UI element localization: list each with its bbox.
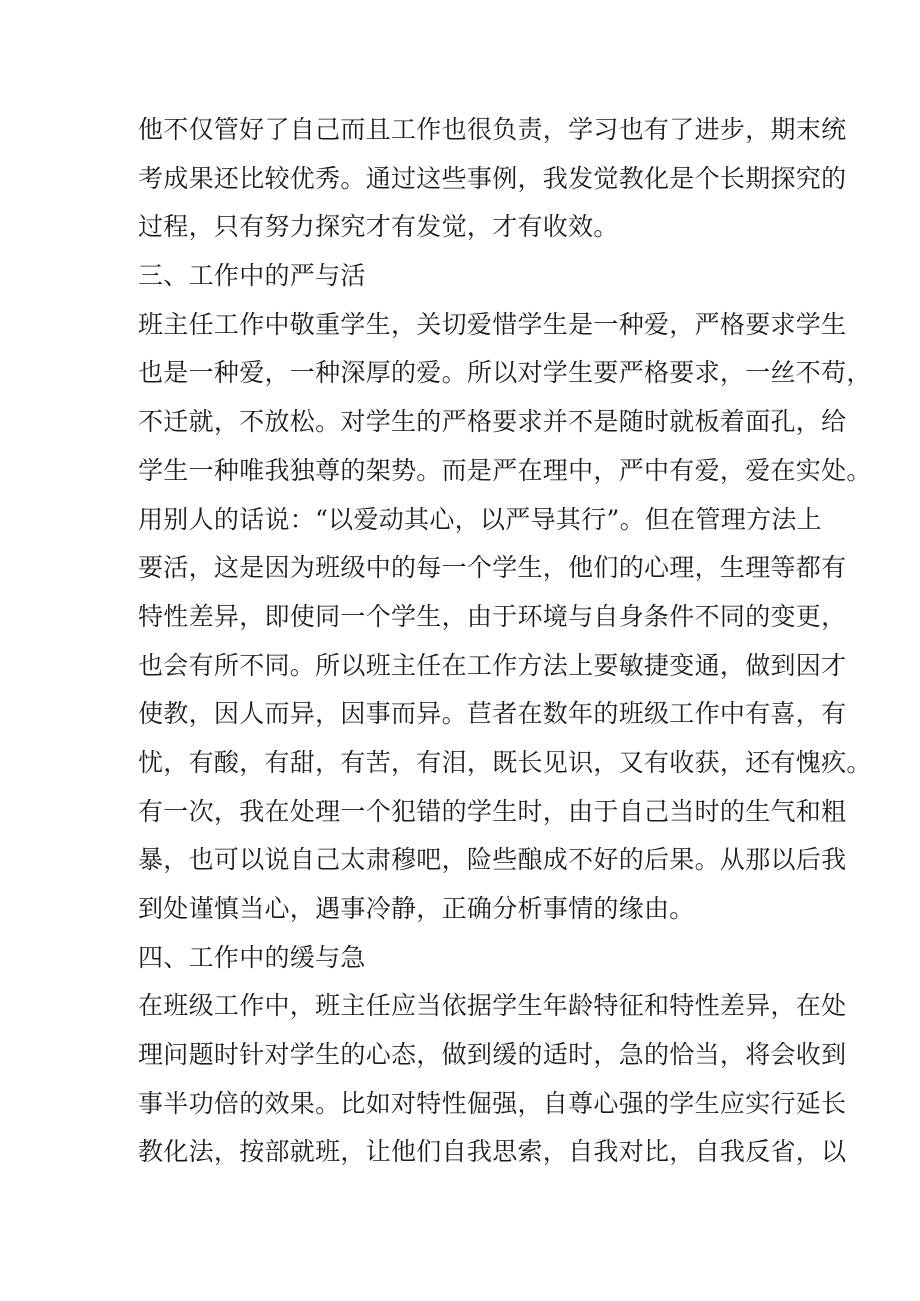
text-line: 忧，有酸，有甜，有苦，有泪，既长见识，又有收获，还有愧疚。 [138,747,872,777]
text-line: 有一次，我在处理一个犯错的学生时，由于自己当时的生气和粗 [138,796,847,826]
text-line: 过程，只有努力探究才有发觉，才有收效。 [138,212,619,242]
text-line: 班主任工作中敬重学生，关切爱惜学生是一种爱，严格要求学生 [138,309,847,339]
text-line: 也会有所不同。所以班主任在工作方法上要敏捷变通，做到因才 [138,650,847,680]
text-line: 用别人的话说：“以爱动其心，以严导其行”。但在管理方法上 [138,504,822,534]
text-line: 暴，也可以说自己太肃穆吧，险些酿成不好的后果。从那以后我 [138,845,847,875]
text-line: 教化法，按部就班，让他们自我思索，自我对比，自我反省，以 [138,1137,847,1167]
text-line: 在班级工作中，班主任应当依据学生年龄特征和特性差异，在处 [138,991,847,1021]
text-line: 到处谨慎当心，遇事冷静，正确分析事情的缘由。 [138,894,695,923]
text-line: 理问题时针对学生的心态，做到缓的适时，急的恰当，将会收到 [138,1040,847,1070]
text-line: 不迁就，不放松。对学生的严格要求并不是随时就板着面孔，给 [138,407,847,437]
text-line: 要活，这是因为班级中的每一个学生，他们的心理，生理等都有 [138,553,847,583]
text-line: 考成果还比较优秀。通过这些事例，我发觉教化是个长期探究的 [138,163,847,193]
text-line: 特性差异，即使同一个学生，由于环境与自身条件不同的变更， [138,601,847,631]
text-line: 他不仅管好了自己而且工作也很负责，学习也有了进步，期末统 [138,115,847,144]
text-line: 使教，因人而异，因事而异。苣者在数年的班级工作中有喜，有 [138,699,847,729]
text-line: 事半功倍的效果。比如对特性倔强，自尊心强的学生应实行延长 [138,1088,847,1118]
text-line: 也是一种爱，一种深厚的爱。所以对学生要严格要求，一丝不苟， [138,358,872,388]
section-heading: 三、工作中的严与活 [138,261,366,291]
section-heading: 四、工作中的缓与急 [138,942,366,972]
text-line: 学生一种唯我独尊的架势。而是严在理中，严中有爱，爱在实处。 [138,455,872,485]
body-text [138,106,872,1177]
